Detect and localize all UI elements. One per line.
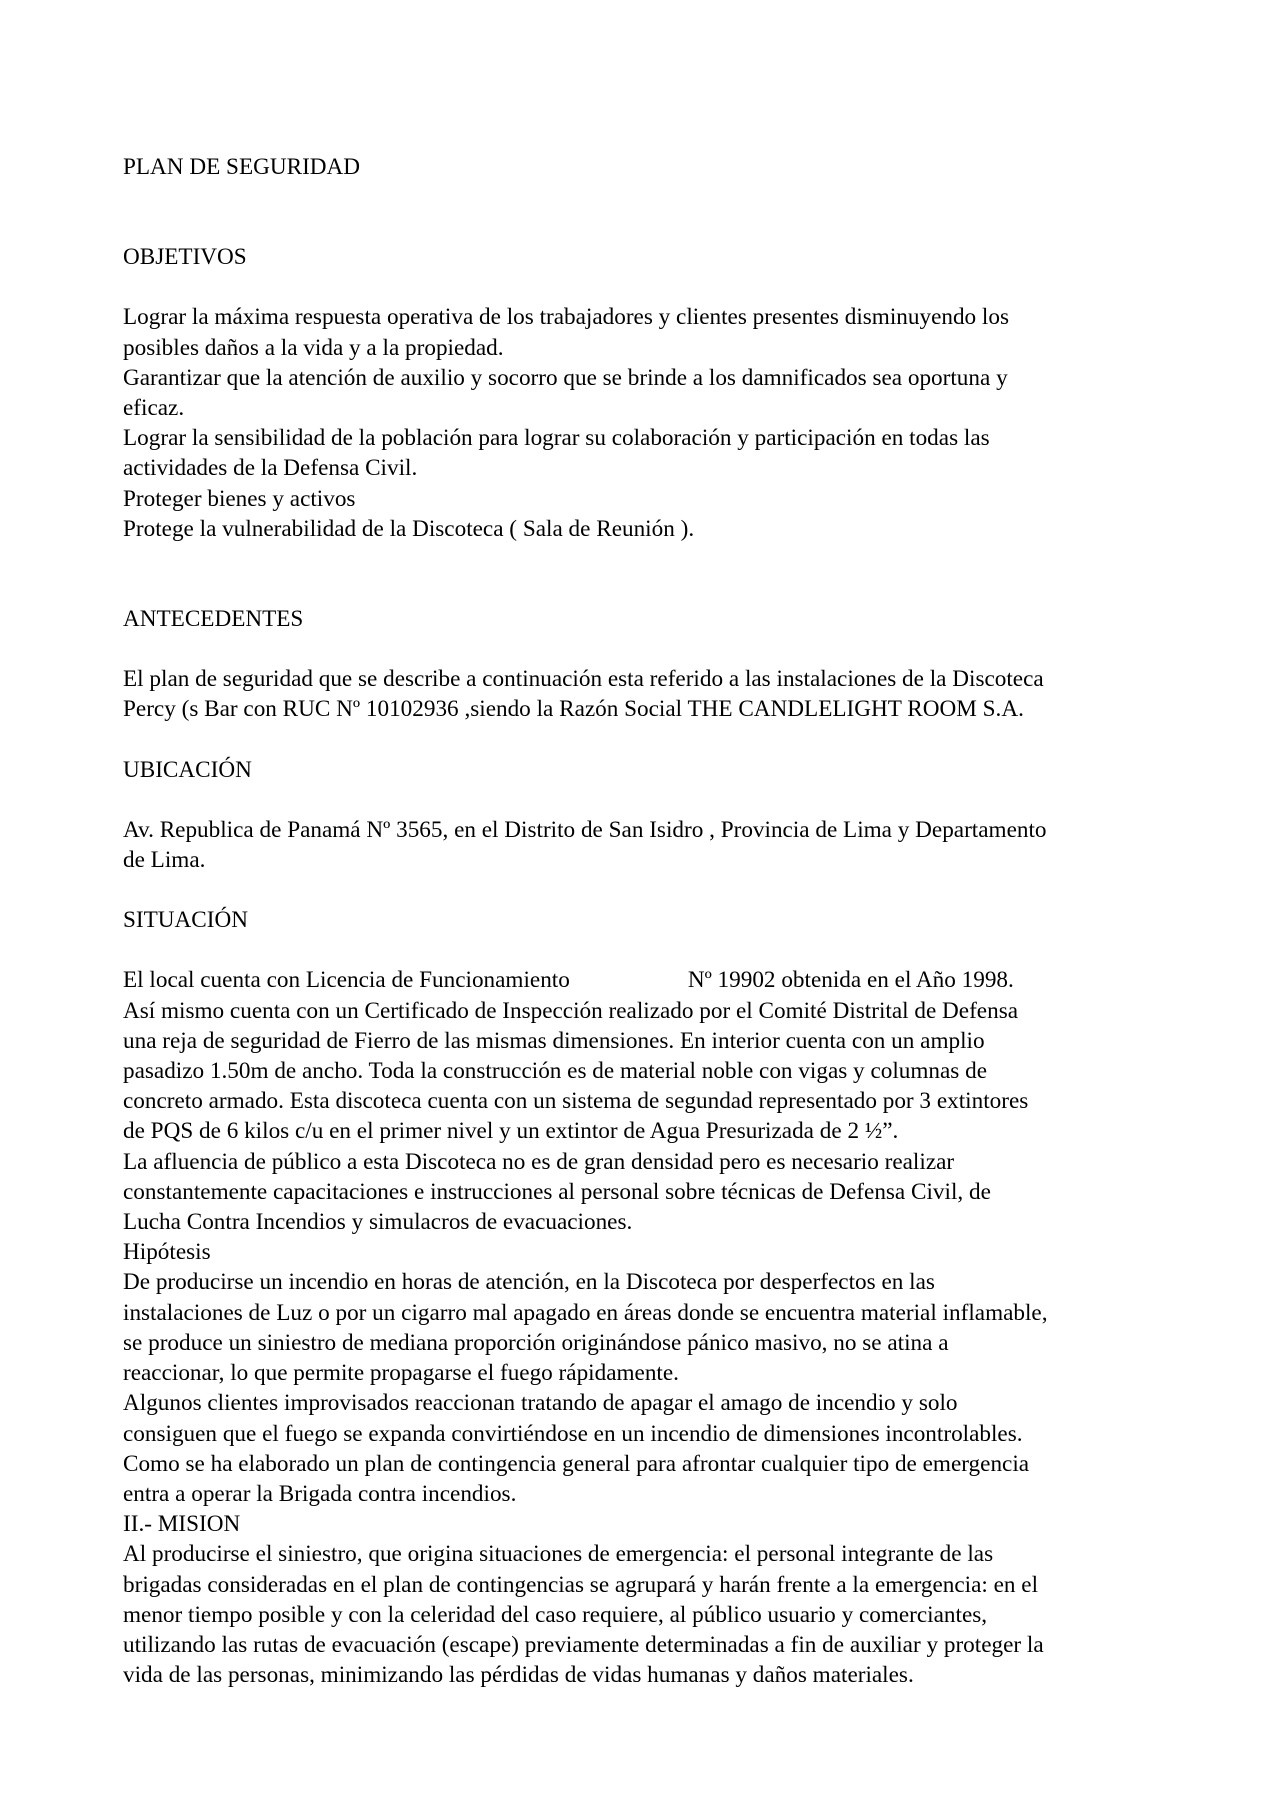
text-line: Así mismo cuenta con un Certificado de Inspección realizado por el Comité Distrital de Defensa [123,997,1019,1024]
spacer [123,725,1171,755]
text-line: El plan de seguridad que se describe a continuación esta referido a las instalaciones de la Discoteca [123,666,1044,693]
text-line: Percy (s Bar con RUC Nº 10102936 ,siendo la Razón Social THE CANDLELIGHT ROOM S.A. [123,696,1024,723]
license-text: El local cuenta con Licencia de Funcionamiento [123,967,570,994]
text-line: Garantizar que la atención de auxilio y socorro que se brinde a los damnificados sea oportuna y [123,364,1008,391]
text-line: de Lima. [123,847,206,874]
text-line: se produce un siniestro de mediana proporción originándose pánico masivo, no se atina a [123,1329,949,1356]
document-body [123,152,1171,1690]
section-heading-hipotesis: Hipótesis [123,1239,211,1266]
section-heading-antecedentes: ANTECEDENTES [123,606,304,633]
antecedentes-text [123,664,1171,724]
situacion-text [123,965,1171,1237]
text-line: menor tiempo posible y con la celeridad del caso requiere, al público usuario y comerciantes, [123,1601,988,1628]
text-line: utilizando las rutas de evacuación (escape) previamente determinadas a fin de auxiliar y proteger la [123,1631,1044,1658]
spacer [123,875,1171,905]
text-line [123,965,1171,995]
text-line: constantemente capacitaciones e instrucciones al personal sobre técnicas de Defensa Civil, de [123,1178,991,1205]
text-line: Protege la vulnerabilidad de la Discoteca ( Sala de Reunión ). [123,515,695,542]
section-heading-mision: II.- MISION [123,1511,241,1538]
mision-text [123,1539,1171,1690]
text-line: eficaz. [123,395,185,422]
license-number: Nº 19902 obtenida en el Año 1998. [687,967,1014,994]
text-line: una reja de seguridad de Fierro de las mismas dimensiones. En interior cuenta con un amplio [123,1027,985,1054]
spacer [123,634,1171,664]
hipotesis-text [123,1267,1171,1509]
text-line: Proteger bienes y activos [123,485,356,512]
document-title: PLAN DE SEGURIDAD [123,154,361,180]
text-line: entra a operar la Brigada contra incendios. [123,1480,517,1507]
text-line: pasadizo 1.50m de ancho. Toda la construcción es de material noble con vigas y columnas de [123,1058,987,1085]
text-line: consiguen que el fuego se expanda convirtiéndose en un incendio de dimensiones incontrolables. [123,1420,1023,1447]
text-line: concreto armado. Esta discoteca cuenta con un sistema de segundad representado por 3 extintores [123,1088,1029,1115]
text-line: Al producirse el siniestro, que origina situaciones de emergencia: el personal integrante de las [123,1541,994,1568]
spacer [123,544,1171,604]
objetivos-text [123,302,1171,544]
text-line: Av. Republica de Panamá Nº 3565, en el Distrito de San Isidro , Provincia de Lima y Departamento [123,816,1047,843]
spacer [123,785,1171,815]
spacer [123,935,1171,965]
spacer [123,182,1171,242]
spacer [123,272,1171,302]
text-line: reaccionar, lo que permite propagarse el fuego rápidamente. [123,1360,679,1387]
text-line: Algunos clientes improvisados reaccionan tratando de apagar el amago de incendio y solo [123,1390,958,1417]
text-line: vida de las personas, minimizando las pérdidas de vidas humanas y daños materiales. [123,1662,914,1689]
section-heading-objetivos: OBJETIVOS [123,244,247,271]
text-line: Lograr la máxima respuesta operativa de los trabajadores y clientes presentes disminuyendo los [123,304,1009,331]
section-heading-ubicacion: UBICACIÓN [123,756,252,783]
text-line: posibles daños a la vida y a la propiedad. [123,334,504,361]
text-line: instalaciones de Luz o por un cigarro mal apagado en áreas donde se encuentra material inflamable, [123,1299,1048,1326]
section-heading-situacion: SITUACIÓN [123,907,248,934]
text-line: brigadas consideradas en el plan de contingencias se agrupará y harán frente a la emergencia: en el [123,1571,1039,1598]
text-line: Como se ha elaborado un plan de contingencia general para afrontar cualquier tipo de emergencia [123,1450,1030,1477]
text-line: Lucha Contra Incendios y simulacros de evacuaciones. [123,1209,633,1236]
text-line: de PQS de 6 kilos c/u en el primer nivel y un extintor de Agua Presurizada de 2 ½”. [123,1118,899,1145]
text-line: La afluencia de público a esta Discoteca no es de gran densidad pero es necesario realizar [123,1148,955,1175]
text-line: Lograr la sensibilidad de la población para lograr su colaboración y participación en todas las [123,425,990,452]
text-line: actividades de la Defensa Civil. [123,455,418,482]
ubicacion-text [123,815,1171,875]
text-line: De producirse un incendio en horas de atención, en la Discoteca por desperfectos en las [123,1269,935,1296]
